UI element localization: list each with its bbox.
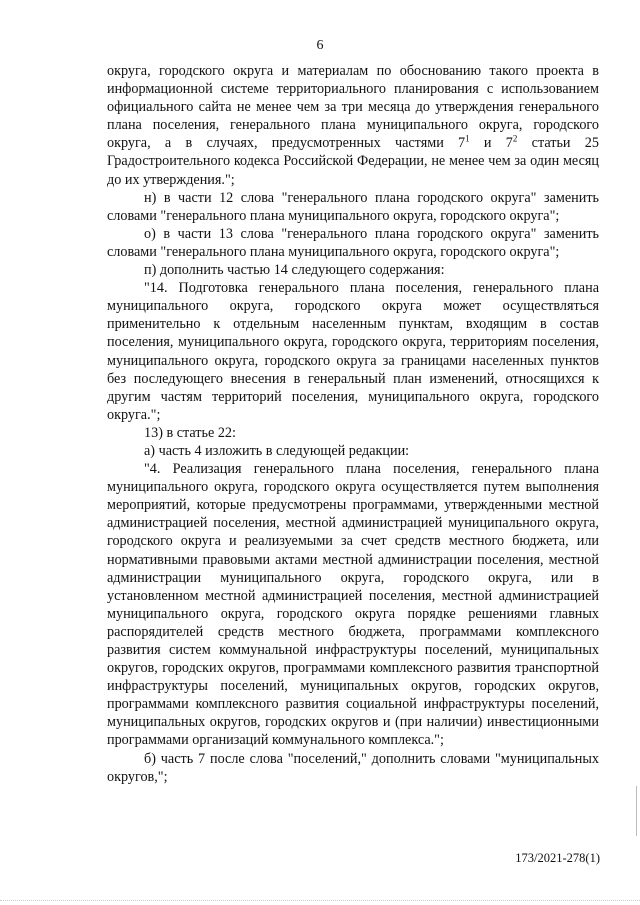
paragraph-7: а) часть 4 изложить в следующей редакции: — [144, 442, 410, 459]
paragraph-1 — [107, 62, 599, 189]
superscript-2: 2 — [512, 133, 518, 144]
paragraph-5: "14. Подготовка генерального плана поселения, генерального плана муниципального округа, городского округа может осуществляться применительно к отдельным населенным пунктам, входящим в состав поселения, муниципального округа, городского округа, территориям поселения, муниципального округа, городского округа за границами населенных пунктов без последующего внесения в генеральный план изменений, относящихся к другим частям территорий поселения, муниципального округа, городского округа."; — [107, 280, 599, 423]
page-number: 6 — [316, 38, 324, 53]
paragraph-6: 13) в статье 22: — [144, 424, 236, 441]
paragraph-1-mid: и 7 — [469, 135, 513, 152]
paragraph-4: п) дополнить частью 14 следующего содержания: — [144, 262, 445, 279]
paragraph-9: б) часть 7 после слова "поселений," дополнить словами "муниципальных округов,"; — [107, 750, 599, 785]
superscript-1: 1 — [465, 133, 470, 144]
scan-edge-line — [636, 786, 637, 836]
paragraph-8: "4. Реализация генерального плана поселения, генерального плана муниципального округа, городского округа осуществляется путем выполнения мероприятий, которые предусмотрены программами, утвержденными местной администрацией поселения, местной администрацией муниципального округа, городского округа и реализуемыми за счет средств местного бюджета, или нормативными правовыми актами местной администрации поселения, местной администрации муниципального округа, городского округа, или в установленном местной администрацией поселения, местной администрацией муниципального округа, городского округа порядке решениями главных распорядителей средств местного бюджета, программами комплексного развития систем коммунальной инфраструктуры поселений, муниципальных округов, городских округов, программами комплексного развития транспортной инфраструктуры поселений, муниципальных округов, городских округов, программами комплексного развития социальной инфраструктуры поселений, муниципальных округов, городских округов и (при наличии) инвестиционными программами организаций коммунального комплекса."; — [107, 461, 599, 749]
paragraph-1-text: округа, городского округа и материалам по обоснованию такого проекта в информационной системе территориального планирования с использованием официального сайта не менее чем за три месяца до утверждения генерального плана поселения, генерального плана муниципального округа, городского округа, а в случаях, предусмотренных частями 7 — [107, 63, 599, 152]
paragraph-3: о) в части 13 слова "генерального плана городского округа" заменить словами "генерального плана муниципального округа, городского округа"; — [107, 225, 599, 260]
document-code: 173/2021-278(1) — [515, 851, 600, 865]
paragraph-1-end: статьи 25 Градостроительного кодекса Российской Федерации, не менее чем за один месяц до их утверждения."; — [107, 135, 599, 188]
paragraph-2: н) в части 12 слова "генерального плана городского округа" заменить словами "генерального плана муниципального округа, городского округа"; — [107, 189, 599, 224]
scan-edge-dots — [0, 900, 640, 901]
document-body — [107, 62, 599, 786]
